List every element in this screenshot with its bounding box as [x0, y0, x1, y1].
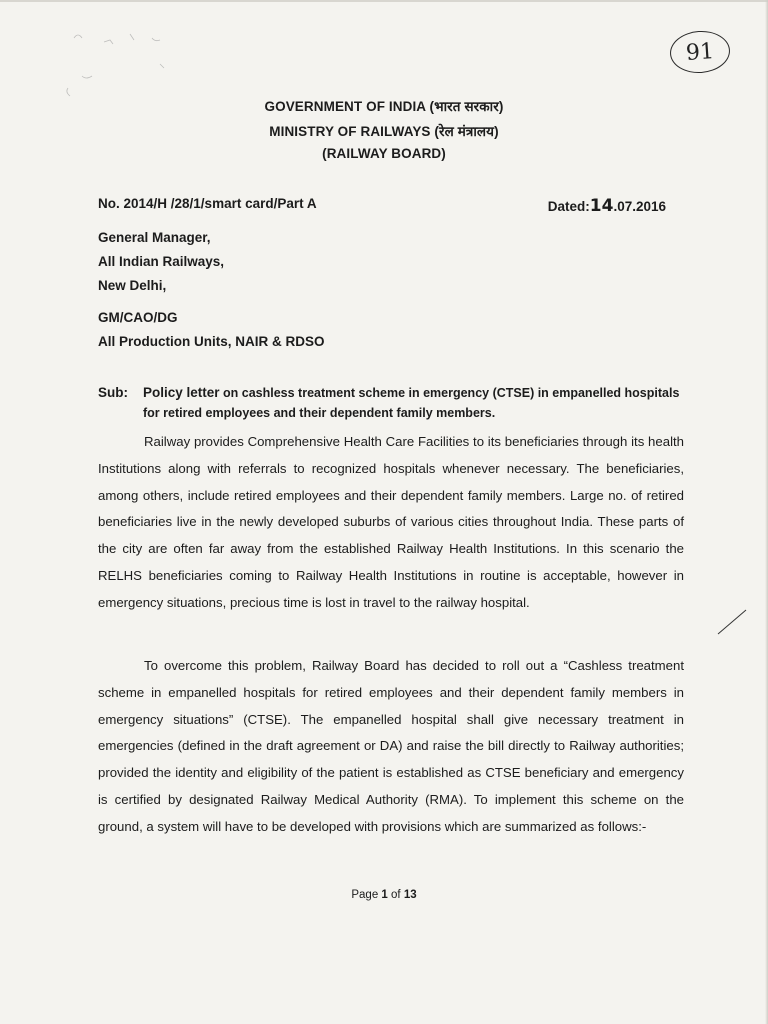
body-paragraph-2: To overcome this problem, Railway Board has decided to roll out a “Cashless treatment scheme in empanelled hospitals for retired employees and their dependent family members in emergency situations” (CTSE). The empanelled hospital shall give necessary treatment in emergencies (defined in the draft agreement or DA) and raise the bill directly to Railway authorities; provided the identity and eligibility of the patient is established as CTSE beneficiary and emergency is certified by designated Railway Medical Authority (RMA). To implement this scheme on the ground, a system will have to be developed with provisions which are summarized as follows:- — [98, 658, 684, 834]
dated-label: Dated: — [547, 199, 590, 214]
subject-text — [143, 383, 683, 423]
scan-edge-top — [0, 0, 768, 2]
dated-day-handwritten: 14 — [589, 196, 614, 216]
subject-label: Sub: — [98, 385, 128, 400]
pen-mark — [716, 606, 750, 636]
dated-rest: .07.2016 — [613, 199, 666, 214]
handwritten-page-number: 91 — [669, 29, 732, 75]
subject-body: on cashless treatment scheme in emergency (CTSE) in empanelled hospitals for retired employees and their dependent family members. — [143, 386, 680, 420]
addressee-line: All Indian Railways, — [98, 254, 225, 269]
footer-of-label: of — [391, 889, 401, 901]
addressee-block-2 — [98, 306, 325, 354]
footer-page-total: 13 — [403, 889, 417, 901]
header-board: (RAILWAY BOARD) — [322, 146, 446, 161]
page-footer — [0, 889, 768, 901]
footer-page-label: Page — [351, 889, 379, 901]
body-paragraph-1: Railway provides Comprehensive Health Care Facilities to its beneficiaries through its health Institutions along with referrals to recognized hospitals whenever necessary. The beneficiaries, among others, include retired employees and their dependent family members. Large no. of retired beneficiaries live in the newly developed suburbs of various cities throughout India. These parts of the city are often far away from the established Railway Health Institutions. In this scenario the RELHS beneficiaries coming to Railway Health Institutions in routine is acceptable, however in emergency situations, precious time is lost in travel to the railway hospital. — [98, 434, 684, 610]
addressee-line: All Production Units, NAIR & RDSO — [98, 334, 325, 349]
footer-page-current: 1 — [381, 889, 388, 901]
header-government: GOVERNMENT OF INDIA (भारत सरकार) — [264, 99, 504, 114]
addressee-line: New Delhi, — [98, 278, 167, 293]
addressee-line: GM/CAO/DG — [98, 310, 178, 325]
letter-number: No. 2014/H /28/1/smart card/Part A — [98, 196, 317, 211]
addressee-block-1 — [98, 226, 224, 298]
header-ministry: MINISTRY OF RAILWAYS (रेल मंत्रालय) — [269, 124, 499, 139]
letter-date — [548, 196, 666, 216]
addressee-line: General Manager, — [98, 230, 211, 245]
subject-lead: Policy letter — [143, 385, 220, 400]
